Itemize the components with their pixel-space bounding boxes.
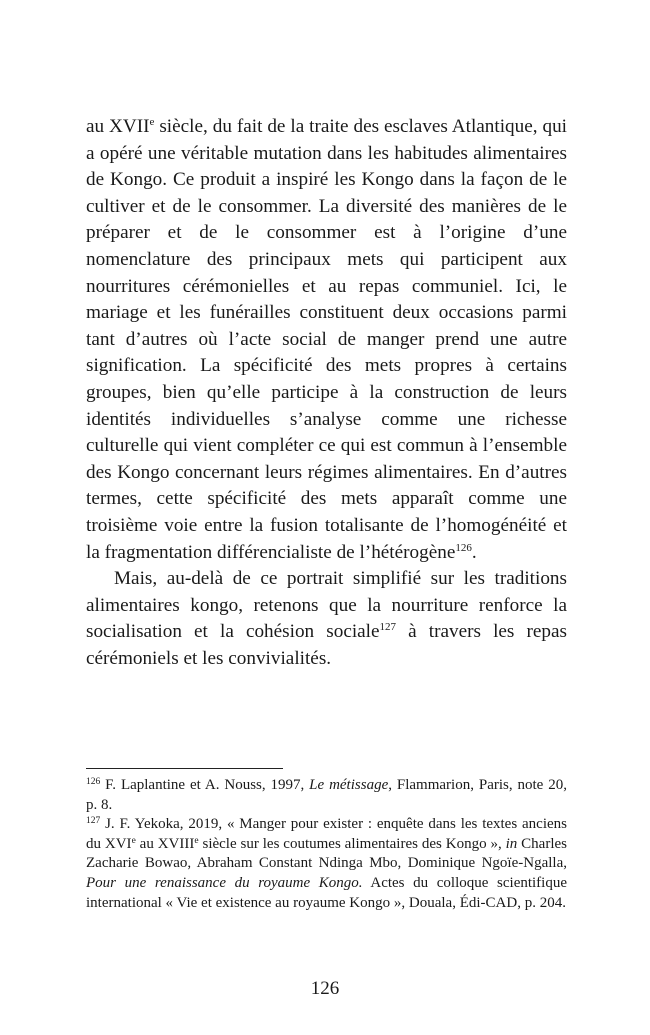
text-run: . [471, 541, 477, 563]
footnote-ref-126[interactable]: 126 [455, 541, 472, 554]
text-run: siècle sur les coutumes alimentaires des Kongo », [198, 835, 506, 852]
main-text [86, 114, 567, 672]
page-number: 126 [310, 978, 340, 999]
text-run: Mais, au-delà de ce portrait simplifié sur les traditions alimentaires kongo, retenons que la nourriture renforce la socialisation et la cohésion sociale [86, 568, 567, 643]
footnote-127 [86, 815, 567, 913]
footnote-126 [86, 776, 567, 815]
footnote-number: 127 [86, 816, 101, 827]
superscript: e [194, 835, 199, 846]
italic-text: in [505, 835, 518, 852]
paragraph-1 [86, 114, 567, 566]
footnote-separator [86, 768, 283, 769]
italic-title: Le métissage [309, 777, 389, 793]
text-run: siècle, du fait de la traite des esclaves Atlantique, qui a opéré une véritable mutation dans les habitudes alimentaires de Kongo. Ce produit a inspiré les Kongo dans la façon de le cultiver et de le consommer. La diversité des manières de le préparer et de le consommer est à l’origine d’une nomenclature des principaux mets qui participent aux nourritures cérémonielles et au repas communiel. Ici, le mariage et les funérailles constituent deux occasions parmi tant d’autres où l’acte social de manger prend une autre signification. La spécificité des mets propres à certains groupes, bien qu’elle participe à la construction de leurs identités individuelles s’analyse comme une richesse culturelle qui vient compléter ce qui est commun à l’ensemble des Kongo concernant leurs régimes alimentaires. En d’autres termes, cette spécificité des mets apparaît comme une troisième voie entre la fusion totalisante de l’homogénéité et la fragmentation différencialiste de l’hétérogène [86, 116, 567, 563]
text-run: , Flammarion, Paris, note 20, p. 8. [86, 777, 567, 813]
paragraph-2 [86, 566, 567, 672]
italic-title: Pour une renaissance du royaume Kongo. [86, 874, 363, 891]
footnote-ref-127[interactable]: 127 [379, 621, 397, 634]
footnote-number: 126 [86, 777, 101, 787]
text-run: à travers les repas cérémoniels et les convivialités. [86, 621, 567, 669]
superscript: e [149, 116, 155, 128]
superscript: e [131, 835, 136, 846]
text-run: Actes du colloque scientifique international « Vie et existence au royaume Kongo », Douala, Édi-CAD, p. 204. [86, 874, 568, 911]
footnotes [86, 776, 567, 913]
text-run: F. Laplantine et A. Nouss, 1997, [100, 777, 310, 793]
text-run: au XVII [86, 116, 150, 137]
text-run: J. F. Yekoka, 2019, « Manger pour exister : enquête dans les textes anciens du XVI [86, 816, 567, 852]
text-run: au XVIII [135, 835, 195, 852]
text-run: Charles Zacharie Bowao, Abraham Constant Ndinga Mbo, Dominique Ngoïe-Ngalla, [86, 835, 567, 872]
